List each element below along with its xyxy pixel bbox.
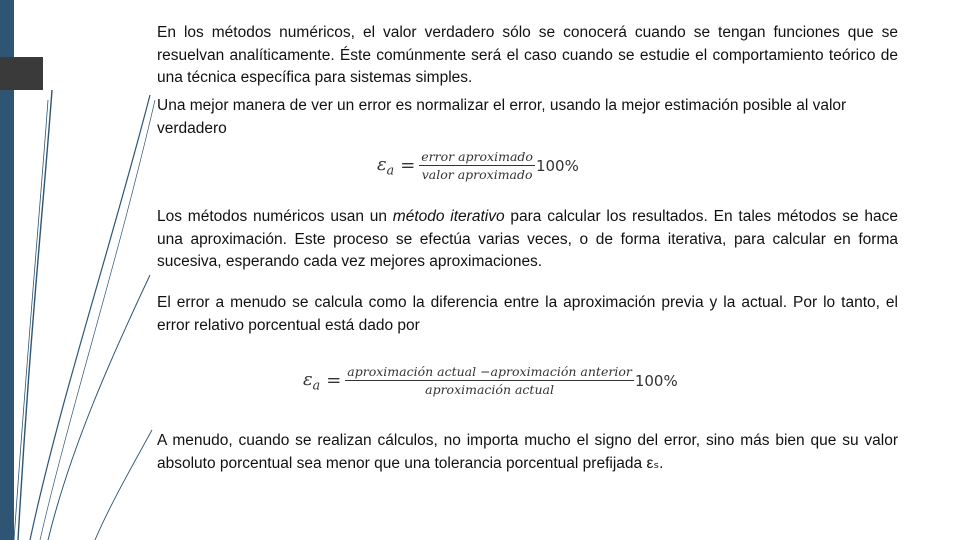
formula-2 bbox=[303, 364, 678, 397]
paragraph-5: A menudo, cuando se realizan cálculos, no importa mucho el signo del error, sino más bien que su valor absoluto porcentual sea menor que una tolerancia porcentual prefijada εₛ. bbox=[157, 432, 898, 472]
formula-1 bbox=[377, 149, 579, 182]
formula-2-numerator: aproximación actual −aproximación anterior bbox=[347, 364, 632, 379]
formula-2-lhs: $\varepsilon_a$ bbox=[303, 368, 321, 393]
formula-1-denominator: valor aproximado bbox=[421, 167, 533, 182]
formula-1-equals: = bbox=[400, 155, 416, 176]
paragraph-2: Una mejor manera de ver un error es normalizar el error, usando la mejor estimación posible al valor verdadero bbox=[157, 97, 847, 137]
formula-1-lhs: $\varepsilon_a$ bbox=[377, 153, 395, 178]
formula-2-equals: = bbox=[326, 370, 342, 391]
paragraph-4: El error a menudo se calcula como la diferencia entre la aproximación previa y la actual. Por lo tanto, el error relativo porcentual está dado por bbox=[157, 294, 898, 334]
paragraph-3: Los métodos numéricos usan un método iterativo para calcular los resultados. En tales métodos se hace una aproximación. Este proceso se efectúa varias veces, o de forma iterativa, para calcular en forma sucesiva, esperando cada vez mejores aproximaciones. bbox=[157, 208, 898, 270]
formula-2-fraction bbox=[345, 364, 634, 397]
italic-term: método iterativo bbox=[392, 208, 505, 225]
formula-1-numerator: error aproximado bbox=[421, 149, 533, 164]
formula-1-fraction bbox=[419, 149, 535, 182]
paragraph-1: En los métodos numéricos, el valor verdadero sólo se conocerá cuando se tengan funciones que se resuelvan analíticamente. Éste comúnmente será el caso cuando se estudie el comportamiento teórico de una técnica específica para sistemas simples. bbox=[157, 24, 898, 86]
formula-2-factor: 100% bbox=[634, 371, 678, 390]
formula-1-factor: 100% bbox=[535, 156, 579, 175]
formula-2-denominator: aproximación actual bbox=[425, 382, 554, 397]
